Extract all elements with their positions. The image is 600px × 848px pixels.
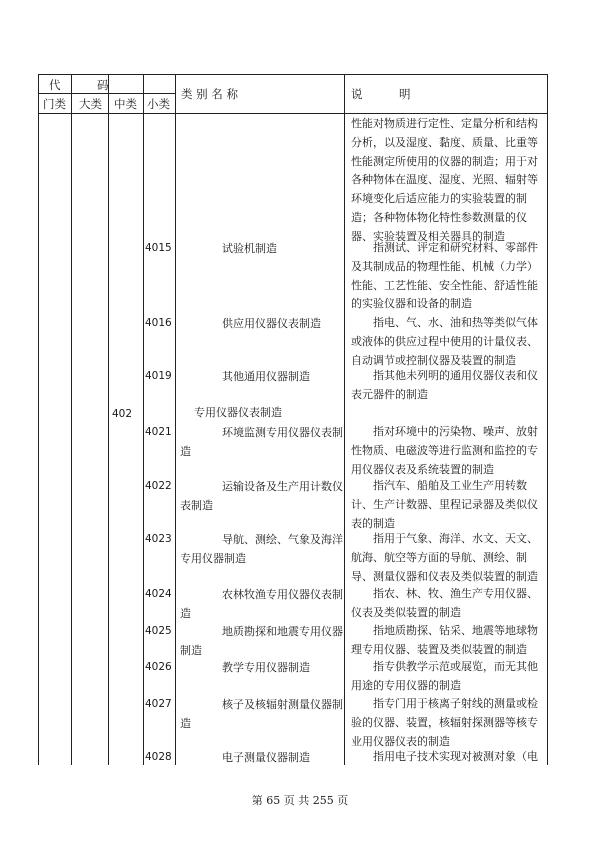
name-4027: 核子及核辐射测量仪器制造 [180,698,343,731]
header-menlei: 门类 [43,97,66,111]
code-402: 402 [112,408,133,420]
name-4028: 电子测量仪器制造 [222,751,310,764]
name-4021: 环境监测专用仪器仪表制造 [180,426,343,459]
name-4019: 其他通用仪器制造 [222,370,310,383]
desc-4023: 指用于气象、海洋、水文、天文、航海、航空等方面的导航、测绘、制导、测量仪器和仪表及类似装置的制造 [351,532,538,583]
desc-4016: 指电、气、水、油和热等类似气体或液体的供应过程中使用的计量仪表、自动调节或控制仪器及装置的制造 [351,316,538,367]
header-subline [39,93,175,94]
header-code: 代 码 [49,78,109,92]
classification-table [38,74,548,765]
col-divider [108,75,109,765]
continuation-description: 性能对物质进行定性、定量分析和结构分析，以及湿度、黏度、质量、比重等性能测定所使用的仪器的制造；用于对各种物体在温度、湿度、光照、辐射等环境变化后适应能力的实验装置的制造；各种物体物化特性参数测量的仪器、实验装置及相关器具的制造 [351,117,538,243]
desc-4022: 指汽车、船舶及工业生产用转数计、生产计数器、里程记录器及类似仪表的制造 [351,479,538,530]
code-4027: 4027 [145,698,172,710]
page-footer: 第 65 页 共 255 页 [251,794,349,807]
col-divider [71,75,72,765]
name-4024: 农林牧渔专用仪器仪表制造 [180,588,343,621]
name-4015: 试验机制造 [222,242,277,255]
name-4022: 运输设备及生产用计数仪表制造 [180,480,343,513]
code-4022: 4022 [145,480,172,492]
desc-4026: 指专供教学示范或展览，而无其他用途的专用仪器的制造 [351,660,538,692]
code-4015: 4015 [145,242,172,254]
header-dalei: 大类 [79,97,102,111]
desc-4028: 指用电子技术实现对被测对象（电 [373,750,538,763]
desc-4027: 指专门用于核离子射线的测量或检验的仪器、装置，核辐射探测器等核专业用仪器仪表的制造 [351,697,538,748]
desc-4015: 指测试、评定和研究材料、零部件及其制成品的物理性能、机械（力学）性能、工艺性能、安全性能、舒适性能的实验仪器和设备的制造 [351,241,538,311]
desc-4024: 指农、林、牧、渔生产专用仪器、仪表及类似装置的制造 [351,587,538,619]
code-4028: 4028 [145,751,172,763]
code-4024: 4024 [145,588,172,600]
code-4016: 4016 [145,317,172,329]
name-4026: 教学专用仪器制造 [222,661,310,674]
header-xiaolei: 小类 [147,97,170,111]
name-4016: 供应用仪器仪表制造 [222,317,321,330]
name-4025: 地质勘探和地震专用仪器制造 [180,625,343,658]
code-4023: 4023 [145,533,172,545]
code-4021: 4021 [145,426,172,438]
header-category-name: 类 别 名 称 [181,87,238,101]
header-description: 说 明 [351,87,411,101]
desc-4021: 指对环境中的污染物、噪声、放射性物质、电磁波等进行监测和监控的专用仪器仪表及系统装置的制造 [351,425,538,476]
desc-4025: 指地质勘探、钻采、地震等地球物理专用仪器、装置及类似装置的制造 [351,624,538,656]
desc-4019: 指其他未列明的通用仪器仪表和仪表元器件的制造 [351,369,538,401]
name-4023: 导航、测绘、气象及海洋专用仪器制造 [180,533,343,566]
code-4026: 4026 [145,661,172,673]
header-zhonglei: 中类 [114,97,137,111]
col-divider [175,75,176,765]
name-402: 专用仪器仪表制造 [194,406,282,419]
code-4019: 4019 [145,370,172,382]
code-4025: 4025 [145,625,172,637]
col-divider [143,75,144,765]
header-bottom-line [39,113,547,114]
